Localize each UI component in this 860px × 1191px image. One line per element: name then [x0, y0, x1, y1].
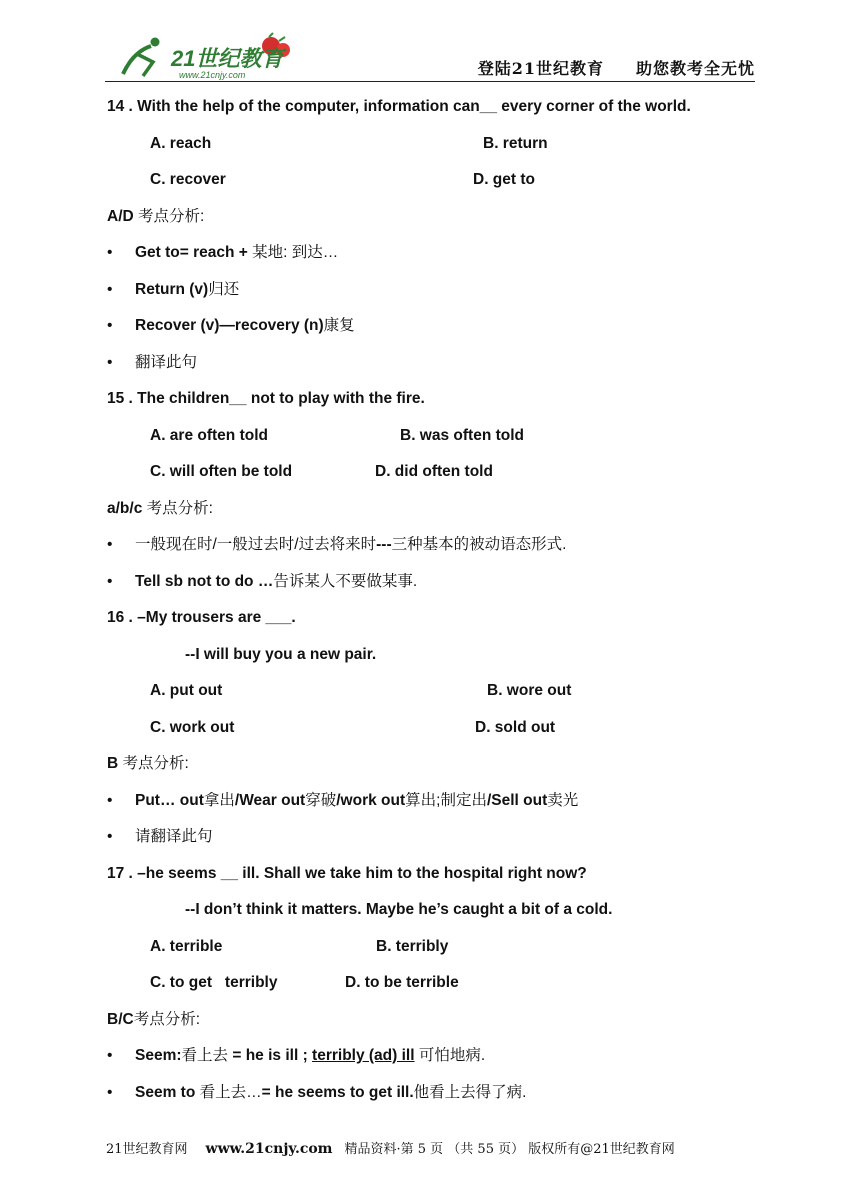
q16-option-c: C. work out: [150, 718, 235, 736]
q17-option-a: A. terrible: [150, 937, 223, 955]
bullet-icon: •: [107, 536, 113, 553]
q14-option-a: A. reach: [150, 134, 212, 152]
question-14: 14 . With the help of the computer, information can__ every corner of the world.: [107, 98, 691, 115]
q14-options-ab: [107, 132, 767, 169]
footer-site: 21世纪教育网: [106, 1142, 188, 1157]
q16-answer: B 考点分析:: [107, 755, 189, 772]
header-slogans: [478, 56, 755, 79]
q14-bullet-3: • Recover (v)—recovery (n)康复: [107, 314, 767, 351]
q14-answer: A/D 考点分析:: [107, 207, 205, 225]
logo-text: 21世纪教育: [171, 46, 284, 71]
page-header: [105, 30, 755, 82]
footer-info: 精品资料·第 5 页 （共 55 页） 版权所有@21世纪教育网: [344, 1142, 675, 1157]
site-logo: [113, 32, 313, 82]
q17-options-ab: [107, 935, 767, 972]
bullet-icon: •: [107, 572, 113, 590]
slogan-right: 助您教考全无忧: [635, 59, 755, 78]
q16-option-b: B. wore out: [487, 682, 572, 699]
q17-option-c: C. to get terribly: [150, 974, 278, 991]
bullet-icon: •: [107, 1083, 113, 1101]
q14-option-c: C. recover: [150, 171, 226, 188]
q14-bullet-1: • Get to= reach + 某地: 到达…: [107, 241, 767, 278]
q15-options-ab: [107, 424, 767, 461]
q17-bullet-1: • Seem:看上去 = he is ill ; terribly (ad) ill 可怕地病.: [107, 1044, 767, 1081]
bullet-icon: •: [107, 244, 113, 261]
q17-answer: B/C考点分析:: [107, 1010, 201, 1028]
q16-bullet-2: • 请翻译此句: [107, 825, 767, 862]
q15-option-b: B. was often told: [400, 426, 524, 444]
logo-url: www.21cnjy.com: [179, 70, 246, 80]
q14-options-cd: [107, 168, 767, 205]
q16-option-d: D. sold out: [475, 718, 556, 736]
slogan-left: 登陆21世纪教育: [477, 59, 604, 78]
q15-bullet-2: • Tell sb not to do …告诉某人不要做某事.: [107, 570, 767, 607]
q15-bullet-1: • 一般现在时/一般过去时/过去将来时---三种基本的被动语态形式.: [107, 533, 767, 570]
bullet-icon: •: [107, 828, 113, 845]
q14-bullet-4: • 翻译此句: [107, 351, 767, 388]
q16-bullet-1: • Put… out拿出/Wear out穿破/work out算出;制定出/Sell out卖光: [107, 789, 767, 826]
q17-options-cd: [107, 971, 767, 1008]
q17-option-d: D. to be terrible: [345, 974, 459, 991]
q15-option-d: D. did often told: [375, 463, 493, 480]
q15-option-a: A. are often told: [150, 426, 268, 444]
bullet-icon: •: [107, 791, 113, 809]
q14-option-d: D. get to: [473, 171, 535, 188]
question-15: 15 . The children__ not to play with the fire.: [107, 390, 425, 407]
bullet-icon: •: [107, 353, 113, 371]
q17-reply: --I don’t think it matters. Maybe he’s caught a bit of a cold.: [185, 901, 613, 918]
header-rule: [105, 81, 755, 82]
q16-option-a: A. put out: [150, 682, 223, 699]
bullet-icon: •: [107, 317, 113, 334]
question-17: 17 . –he seems __ ill. Shall we take him to the hospital right now?: [107, 864, 587, 882]
q17-bullet-2: • Seem to 看上去…= he seems to get ill.他看上去得了病.: [107, 1081, 767, 1118]
page-footer: [106, 1138, 675, 1157]
bullet-icon: •: [107, 280, 113, 298]
q15-answer: a/b/c 考点分析:: [107, 499, 213, 517]
q14-option-b: B. return: [483, 134, 548, 152]
q17-option-b: B. terribly: [376, 937, 449, 955]
bullet-icon: •: [107, 1047, 113, 1064]
q15-options-cd: [107, 460, 767, 497]
q16-options-cd: [107, 716, 767, 753]
footer-url: www.21cnjy.com: [205, 1141, 333, 1157]
document-body: [107, 95, 767, 1117]
q14-bullet-2: • Return (v)归还: [107, 278, 767, 315]
q15-option-c: C. will often be told: [150, 463, 293, 480]
q16-options-ab: [107, 679, 767, 716]
question-16: 16 . –My trousers are ___.: [107, 609, 296, 626]
q16-reply: --I will buy you a new pair.: [185, 645, 377, 663]
